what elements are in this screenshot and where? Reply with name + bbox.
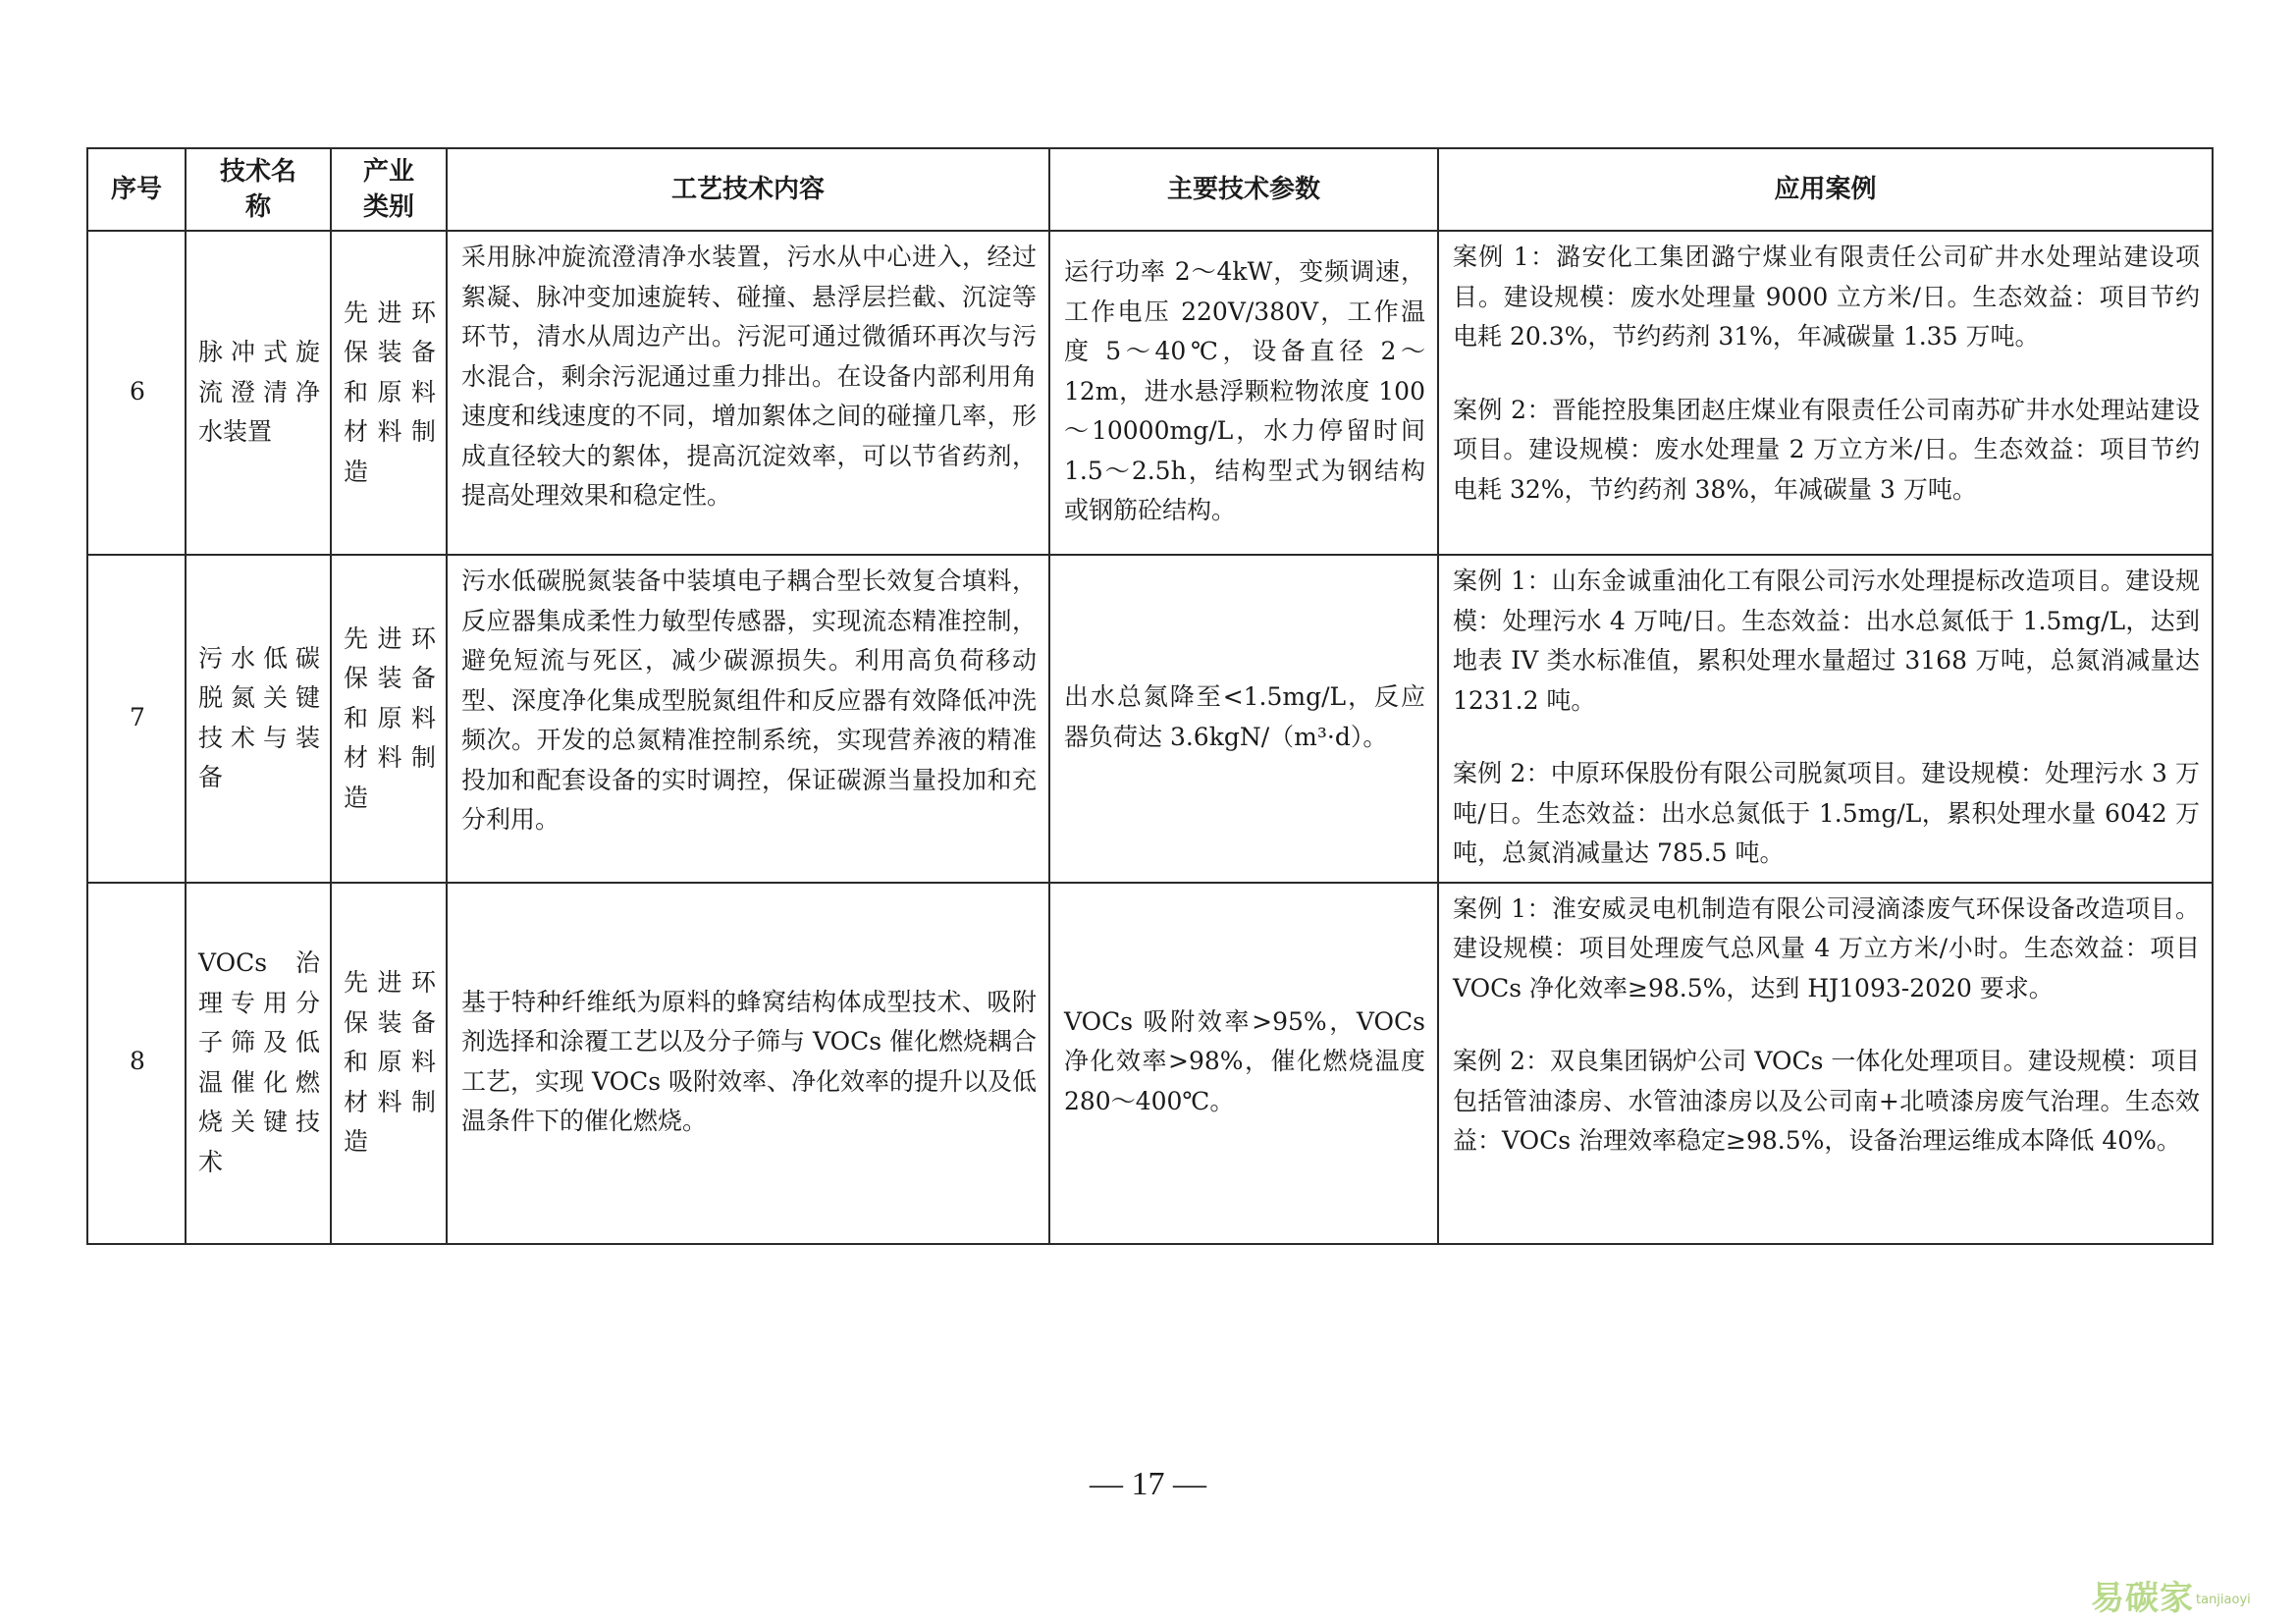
case-spacer [1453,721,2200,754]
case-1: 案例 1：淮安威灵电机制造有限公司浸滴漆废气环保设备改造项目。建设规模：项目处理废气总风量 4 万立方米/小时。生态效益：项目 VOCs 净化效率≥98.5%，达到 HJ1093-2020 要求。 [1453,893,2200,1002]
row-seq: 8 [87,883,186,1244]
page-number: — 17 — [1090,1466,1206,1502]
case-2: 案例 2：双良集团锅炉公司 VOCs 一体化处理项目。建设规模：项目包括管油漆房、水管油漆房以及公司南+北喷漆房废气治理。生态效益：VOCs 治理效率稳定≥98.5%，设备治理运维成本降低 40%。 [1453,1047,2200,1155]
watermark-logo-subtext: tanjiaoyi [2196,1593,2251,1607]
header-application-cases: 应用案例 [1438,148,2213,231]
watermark-logo [2091,1571,2251,1619]
row-process-content: 基于特种纤维纸为原料的蜂窝结构体成型技术、吸附剂选择和涂覆工艺以及分子筛与 VOCs 催化燃烧耦合工艺，实现 VOCs 吸附效率、净化效率的提升以及低温条件下的催化燃烧。 [447,883,1049,1244]
row-main-params: 运行功率 2～4kW，变频调速，工作电压 220V/380V，工作温度 5～40℃，设备直径 2～12m，进水悬浮颗粒物浓度 100～10000mg/L，水力停留时间 1.5～2.5h，结构型式为钢结构或钢筋砼结构。 [1049,231,1438,555]
case-1: 案例 1：潞安化工集团潞宁煤业有限责任公司矿井水处理站建设项目。建设规模：废水处理量 9000 立方米/日。生态效益：项目节约电耗 20.3%，节约药剂 31%，年减碳量 1.35 万吨。 [1453,243,2200,351]
technology-table [86,147,2214,1245]
row-seq: 6 [87,231,186,555]
row-industry-category: 先进环保装备和原料材料制造 [331,555,447,883]
row-application-cases [1438,883,2213,1244]
row-tech-name: VOCs 治理专用分子筛及低温催化燃烧关键技术 [186,883,331,1244]
table-header-row [87,148,2213,231]
case-1: 案例 1：山东金诚重油化工有限公司污水处理提标改造项目。建设规模：处理污水 4 万吨/日。生态效益：出水总氮低于 1.5mg/L，达到地表 IV 类水标准值，累积处理水量超过 3168 万吨，总氮消减量达 1231.2 吨。 [1453,567,2200,715]
case-2: 案例 2：晋能控股集团赵庄煤业有限责任公司南苏矿井水处理站建设项目。建设规模：废水处理量 2 万立方米/日。生态效益：项目节约电耗 32%，节约药剂 38%，年减碳量 3 万吨。 [1453,395,2200,504]
row-process-content: 采用脉冲旋流澄清净水装置，污水从中心进入，经过絮凝、脉冲变加速旋转、碰撞、悬浮层拦截、沉淀等环节，清水从周边产出。污泥可通过微循环再次与污水混合，剩余污泥通过重力排出。在设备内部利用角速度和线速度的不同，增加絮体之间的碰撞几率，形成直径较大的絮体，提高沉淀效率，可以节省药剂，提高处理效果和稳定性。 [447,231,1049,555]
row-tech-name: 污水低碳脱氮关键技术与装备 [186,555,331,883]
row-industry-category: 先进环保装备和原料材料制造 [331,231,447,555]
row-application-cases [1438,555,2213,883]
header-main-params: 主要技术参数 [1049,148,1438,231]
row-application-cases [1438,231,2213,555]
table-row [87,883,2213,1244]
case-spacer [1453,1008,2200,1042]
table-row [87,555,2213,883]
table-row [87,231,2213,555]
header-process-content: 工艺技术内容 [447,148,1049,231]
header-tech-name: 技术名称 [186,148,331,231]
row-main-params: 出水总氮降至<1.5mg/L，反应器负荷达 3.6kgN/（m³·d）。 [1049,555,1438,883]
row-tech-name: 脉冲式旋流澄清净水装置 [186,231,331,555]
row-seq: 7 [87,555,186,883]
case-2: 案例 2：中原环保股份有限公司脱氮项目。建设规模：处理污水 3 万吨/日。生态效益：出水总氮低于 1.5mg/L，累积处理水量 6042 万吨，总氮消减量达 785.5 吨。 [1453,759,2200,867]
row-main-params: VOCs 吸附效率>95%，VOCs 净化效率>98%，催化燃烧温度 280～400℃。 [1049,883,1438,1244]
row-process-content: 污水低碳脱氮装备中装填电子耦合型长效复合填料，反应器集成柔性力敏型传感器，实现流态精准控制，避免短流与死区，减少碳源损失。利用高负荷移动型、深度净化集成型脱氮组件和反应器有效降低冲洗频次。开发的总氮精准控制系统，实现营养液的精准投加和配套设备的实时调控，保证碳源当量投加和充分利用。 [447,555,1049,883]
watermark-logo-text: 易碳家 [2091,1579,2194,1618]
header-industry-category: 产业类别 [331,148,447,231]
case-spacer [1453,357,2200,391]
row-industry-category: 先进环保装备和原料材料制造 [331,883,447,1244]
header-seq: 序号 [87,148,186,231]
